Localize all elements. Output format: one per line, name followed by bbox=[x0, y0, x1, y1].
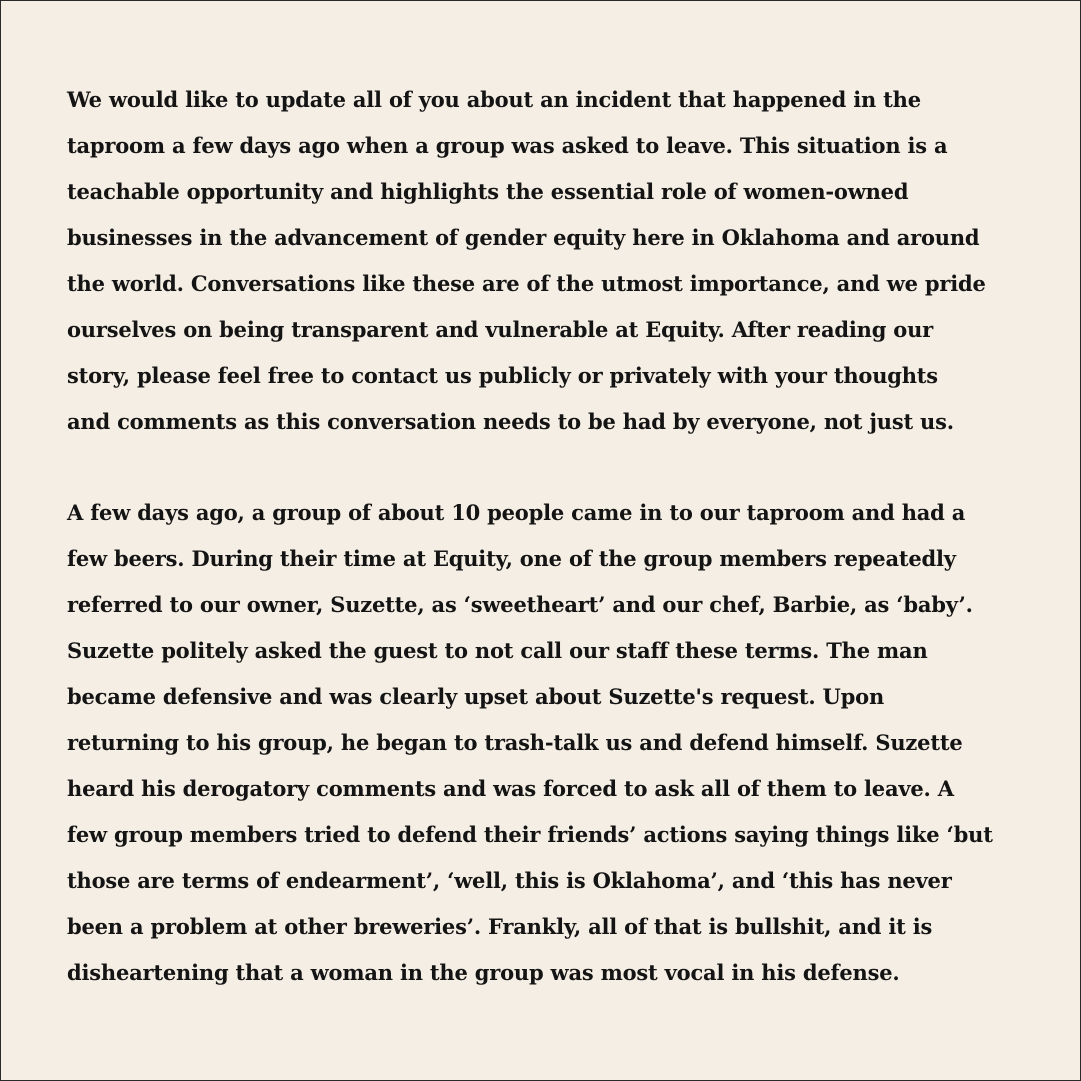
paragraph-line: the world. Conversations like these are of the utmost importance, and we pride bbox=[67, 271, 986, 296]
paragraph-line: We would like to update all of you about an incident that happened in the bbox=[67, 87, 921, 112]
paragraph-line: few group members tried to defend their friends’ actions saying things like ‘but bbox=[67, 822, 993, 847]
paragraph-line: few beers. During their time at Equity, one of the group members repeatedly bbox=[67, 546, 956, 571]
paragraph-incident bbox=[67, 490, 1027, 996]
paragraph-line: became defensive and was clearly upset about Suzette's request. Upon bbox=[67, 684, 885, 709]
paragraph-line: heard his derogatory comments and was forced to ask all of them to leave. A bbox=[67, 776, 954, 801]
paragraph-line: those are terms of endearment’, ‘well, this is Oklahoma’, and ‘this has never bbox=[67, 868, 952, 893]
paragraph-line: been a problem at other breweries’. Frankly, all of that is bullshit, and it is bbox=[67, 914, 933, 939]
paragraph-line: returning to his group, he began to trash-talk us and defend himself. Suzette bbox=[67, 730, 963, 755]
paragraph-line: A few days ago, a group of about 10 people came in to our taproom and had a bbox=[67, 500, 966, 525]
paragraph-line: story, please feel free to contact us publicly or privately with your thoughts bbox=[67, 363, 938, 388]
paragraph-line: teachable opportunity and highlights the essential role of women-owned bbox=[67, 179, 909, 204]
paragraph-line: taproom a few days ago when a group was asked to leave. This situation is a bbox=[67, 133, 948, 158]
paragraph-line: businesses in the advancement of gender equity here in Oklahoma and around bbox=[67, 225, 980, 250]
paragraph-line: ourselves on being transparent and vulnerable at Equity. After reading our bbox=[67, 317, 934, 342]
paragraph-line: and comments as this conversation needs to be had by everyone, not just us. bbox=[67, 409, 954, 434]
paragraph-line: disheartening that a woman in the group was most vocal in his defense. bbox=[67, 960, 900, 985]
paragraph-line: Suzette politely asked the guest to not call our staff these terms. The man bbox=[67, 638, 928, 663]
paragraph-intro bbox=[67, 77, 1027, 445]
paragraph-line: referred to our owner, Suzette, as ‘sweetheart’ and our chef, Barbie, as ‘baby’. bbox=[67, 592, 973, 617]
